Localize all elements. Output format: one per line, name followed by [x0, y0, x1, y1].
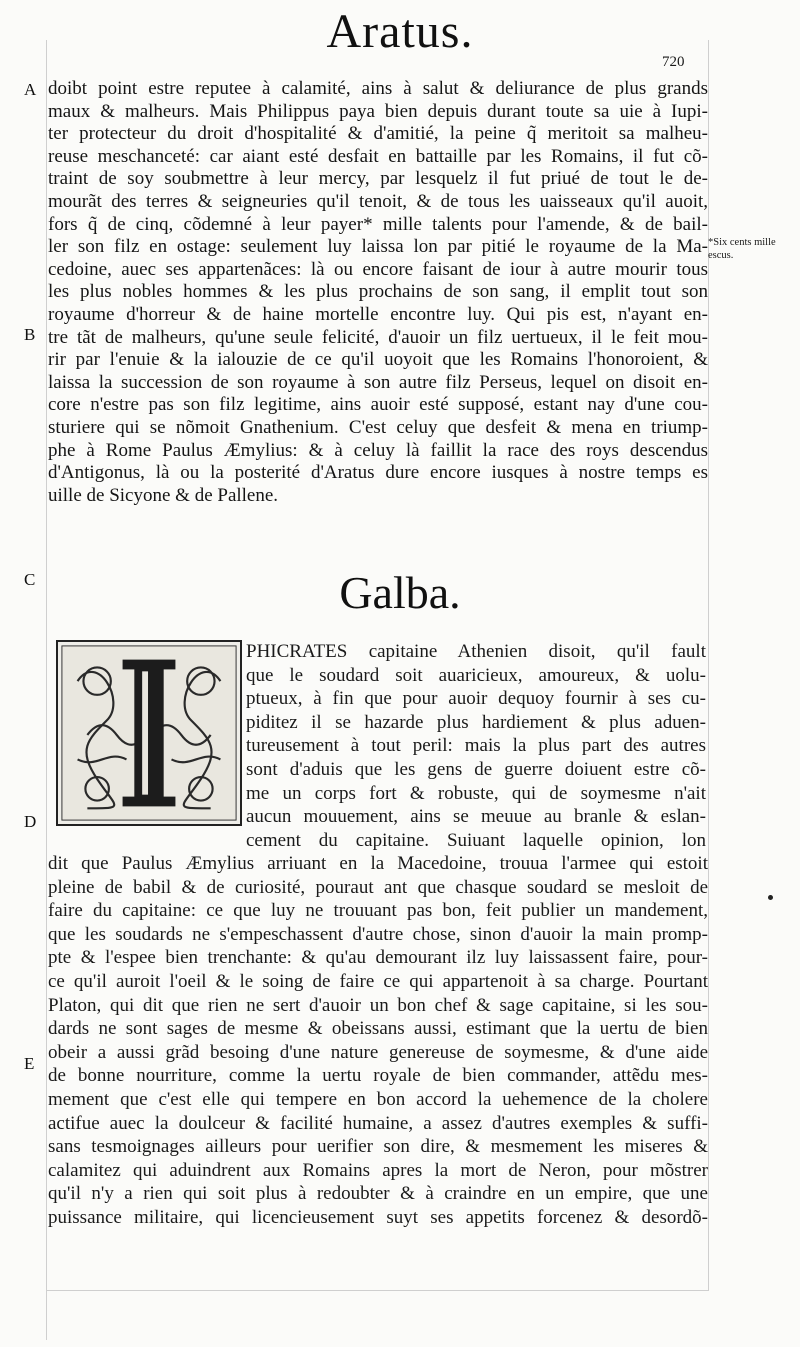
text-line: mement que c'est elle qui tempere en bon accord la uehemence de la cholere	[48, 1088, 708, 1110]
text-line: Platon, qui dit que rien ne sert d'auoir un bon chef & sage capitaine, si les sou-	[48, 994, 708, 1016]
text-line: traint de soy soubmettre à leur mercy, par lesquelz il fut priué de tout le de-	[48, 168, 708, 190]
text-line: pte & l'espee bien trenchante: & qu'au demourant ilz luy laissassent faire, pour-	[48, 947, 708, 969]
text-line: fors q̃ de cinq, cõdemné à leur payer* mille talents pour l'amende, & de bail-	[48, 213, 708, 235]
text-line: uille de Sicyone & de Pallene.	[48, 484, 279, 506]
text-line: cedoine, auec ses appartenãces: là ou encore faisant de iour à autre mourir tous	[48, 258, 708, 280]
text-line: de bonne nourriture, comme la uertu royale de bien commander, attẽdu mes-	[48, 1065, 708, 1087]
text-line: dards ne sont sages de mesme & obeissans aussi, estimant que la uertu de bien	[48, 1018, 708, 1040]
text-line: laissa la succession de son royaume à son autre filz Perseus, lequel on disoit en-	[48, 371, 708, 393]
text-line: rir par l'enuie & la ialouzie de ce qu'il uoyoit que les Romains l'honoroient, &	[48, 349, 708, 371]
section-title: Galba.	[339, 567, 461, 618]
text-line: sturiere qui se nõmoit Gnathenium. C'est celuy que desfeit & mena en triump-	[48, 416, 708, 438]
left-margin-rule	[46, 40, 47, 1340]
margin-letter-a: A	[24, 80, 37, 99]
running-title: Aratus.	[326, 5, 474, 58]
decorated-initial	[56, 640, 242, 826]
text-line: tre tãt de malheurs, qu'une seule felicité, d'auoir un filz uertueux, il le feit mou-	[48, 326, 708, 348]
text-line: les plus nobles hommes & les plus prochains de son sang, il emplit tout son	[48, 281, 708, 303]
text-line: doibt point estre reputee à calamité, ains à salut & deliurance de plus grands	[48, 78, 708, 99]
text-line: mourãt des terres & seigneuries qu'il tenoit, & de tous les uaisseaux qu'il auoit,	[48, 190, 708, 212]
text-line: PHICRATES capitaine Athenien disoit, qu'il fault	[246, 641, 706, 662]
text-line: dit que Paulus Æmylius arriuant en la Macedoine, trouua l'armee qui estoit	[48, 853, 708, 874]
ornament-initial-icon	[58, 642, 240, 824]
right-margin-rule	[708, 40, 709, 1290]
text-line: ler son filz en ostage: seulement luy laissa lon par pitié le royaume de la Ma-	[48, 236, 708, 258]
text-line: sans tesmoignages ailleurs pour uerifier son dire, & mesmement les miseres &	[48, 1136, 708, 1158]
margin-letter-c: C	[24, 570, 36, 589]
galba-paragraph-opening	[246, 640, 706, 852]
text-line: piditez il se hazarde plus hardiement & plus aduen-	[246, 711, 706, 733]
text-line: tureusement à tout peril: mais la plus part des autres	[246, 735, 706, 757]
text-line: qu'il n'y a rien qui soit plus à redoubter & à craindre en un empire, que une	[48, 1183, 708, 1205]
ink-dot	[768, 895, 773, 900]
margin-letter-e: E	[24, 1054, 35, 1073]
text-line: cement du capitaine. Suiuant laquelle opinion, lon	[246, 829, 706, 851]
text-line: obeir a aussi grãd besoing d'une nature genereuse de soymesme, & d'une aide	[48, 1041, 708, 1063]
aratus-paragraph	[48, 78, 708, 507]
text-line: calamitez qui aduindrent aux Romains apres la mort de Neron, pour mõstrer	[48, 1159, 708, 1181]
text-line: phe à Rome Paulus Æmylius: & à celuy là faillit la race des roys descendus	[48, 439, 708, 461]
text-line: maux & malheurs. Mais Philippus paya bien depuis durant toute sa uie à Iupi-	[48, 100, 708, 122]
text-line: royaume d'horreur & de haine mortelle encontre luy. Qui pis est, n'ayant en-	[48, 303, 708, 325]
text-line: sont d'aduis que les gens de guerre doiuent estre cõ-	[246, 758, 706, 780]
text-line: que le soudard soit auaricieux, amoureux, & uolu-	[246, 664, 706, 686]
text-line: ptueux, à fin que pour auoir dequoy fournir à ses cu-	[246, 688, 706, 710]
text-line: d'Antigonus, là ou la posterité d'Aratus dure encore iusques à nostre temps es	[48, 462, 708, 484]
text-line: me un corps fort & robuste, qui de soymesme n'ait	[246, 782, 706, 804]
bottom-rule	[46, 1290, 709, 1291]
margin-letter-d: D	[24, 812, 37, 831]
text-line: aucun mouuement, ains se meuue au branle & eslan-	[246, 806, 706, 828]
text-line: que les soudards ne s'empeschassent d'autre chose, sinon d'auoir la main promp-	[48, 923, 708, 945]
text-line: reuse meschanceté: car aiant esté desfait en battaille par les Romains, il fut cõ-	[48, 145, 708, 167]
text-line: ce qu'il auroit l'oeil & le soing de faire ce qui appartenoit à sa charge. Pourtant	[48, 970, 708, 992]
galba-paragraph-body	[48, 852, 708, 1230]
folio-number: 720	[662, 54, 685, 70]
margin-letter-b: B	[24, 325, 36, 344]
text-line: ter protecteur du droit d'hospitalité & d'amitié, la peine q̃ meritoit sa malheu-	[48, 123, 708, 145]
text-line: core n'estre pas son filz legitime, ains auoir esté supposé, estant nay d'une cou-	[48, 394, 708, 416]
text-line: puissance militaire, qui licencieusement suyt ses appetits forcenez & desordõ-	[48, 1206, 708, 1228]
text-line: actifue auec la doulceur & facilité humaine, a assez d'autres exemples & suffi-	[48, 1112, 708, 1134]
text-line: pleine de babil & de curiosité, pouraut ant que chasque soudard se mesloit de	[48, 876, 708, 898]
text-line: faire du capitaine: ce que luy ne trouuant pas bon, feit publier un mandement,	[48, 900, 708, 922]
marginal-note: *Six cents mille escus.	[708, 237, 776, 261]
